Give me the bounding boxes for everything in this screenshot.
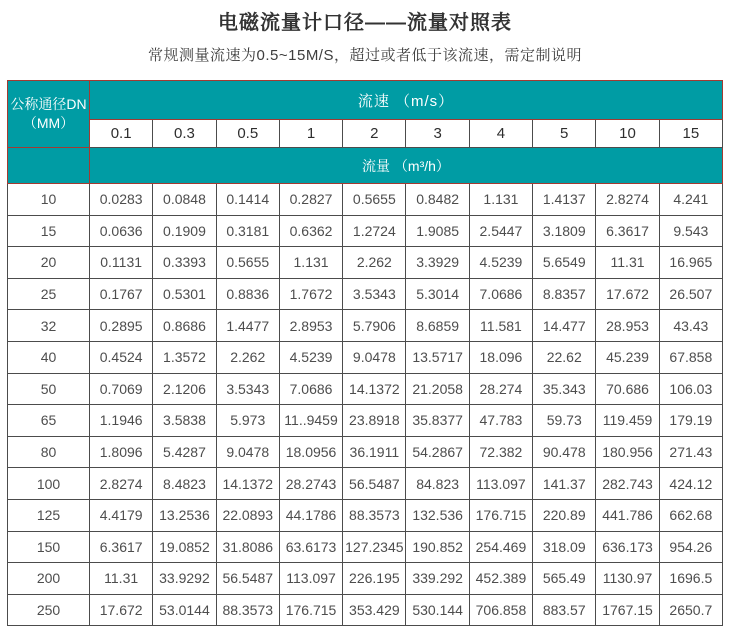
dn-corner-line1: 公称通径DN [10, 96, 87, 112]
flow-value-cell: 0.0636 [90, 215, 153, 247]
flow-value-cell: 0.2827 [279, 184, 342, 216]
flow-value-cell: 353.429 [343, 594, 406, 626]
flow-value-cell: 72.382 [469, 436, 532, 468]
flow-table-body [8, 184, 723, 626]
flow-value-cell: 44.1786 [279, 499, 342, 531]
flow-value-cell: 0.1131 [90, 247, 153, 279]
flow-header-left-cell [8, 148, 90, 184]
flow-value-cell: 706.858 [469, 594, 532, 626]
table-row [8, 531, 723, 563]
flow-value-cell: 4.5239 [279, 341, 342, 373]
flow-value-cell: 954.26 [659, 531, 722, 563]
dn-cell: 80 [8, 436, 90, 468]
dn-corner-header [8, 81, 90, 148]
page-subtitle: 常规测量流速为0.5~15M/S，超过或者低于该流速，需定制说明 [148, 47, 582, 64]
table-row [8, 278, 723, 310]
dn-cell: 200 [8, 563, 90, 595]
flow-value-cell: 14.1372 [216, 468, 279, 500]
flow-value-cell: 3.5343 [216, 373, 279, 405]
flow-value-cell: 21.2058 [406, 373, 469, 405]
flow-value-cell: 45.239 [596, 341, 659, 373]
flow-value-cell: 883.57 [533, 594, 596, 626]
flow-value-cell: 11.31 [90, 563, 153, 595]
flow-value-cell: 113.097 [279, 563, 342, 595]
flow-value-cell: 11..9459 [279, 405, 342, 437]
flow-value-cell: 254.469 [469, 531, 532, 563]
dn-cell: 65 [8, 405, 90, 437]
flow-value-cell: 5.973 [216, 405, 279, 437]
table-row [8, 341, 723, 373]
flow-value-cell: 31.8086 [216, 531, 279, 563]
velocity-value-cell: 3 [406, 120, 469, 148]
table-row [8, 310, 723, 342]
velocity-value-cell: 2 [343, 120, 406, 148]
dn-corner-line2: （MM） [22, 115, 75, 131]
flow-value-cell: 5.3014 [406, 278, 469, 310]
flow-value-cell: 16.965 [659, 247, 722, 279]
flow-comparison-table [7, 80, 723, 626]
dn-cell: 15 [8, 215, 90, 247]
flow-value-cell: 0.4524 [90, 341, 153, 373]
flow-value-cell: 35.8377 [406, 405, 469, 437]
flow-value-cell: 0.3181 [216, 215, 279, 247]
velocity-value-cell: 10 [596, 120, 659, 148]
flow-value-cell: 33.9292 [153, 563, 216, 595]
flow-value-cell: 8.6859 [406, 310, 469, 342]
flow-value-cell: 8.8357 [533, 278, 596, 310]
flow-value-cell: 127.2345 [343, 531, 406, 563]
flow-value-cell: 3.1809 [533, 215, 596, 247]
flow-value-cell: 0.0283 [90, 184, 153, 216]
flow-value-cell: 339.292 [406, 563, 469, 595]
flow-value-cell: 35.343 [533, 373, 596, 405]
flow-value-cell: 1.131 [469, 184, 532, 216]
velocity-values-row [8, 120, 723, 148]
flow-value-cell: 2.8953 [279, 310, 342, 342]
table-row [8, 405, 723, 437]
flow-value-cell: 14.1372 [343, 373, 406, 405]
flow-value-cell: 63.6173 [279, 531, 342, 563]
flow-value-cell: 11.581 [469, 310, 532, 342]
flow-value-cell: 424.12 [659, 468, 722, 500]
flow-value-cell: 565.49 [533, 563, 596, 595]
velocity-value-cell: 0.3 [153, 120, 216, 148]
table-row [8, 215, 723, 247]
table-row [8, 247, 723, 279]
dn-cell: 10 [8, 184, 90, 216]
flow-value-cell: 2.1206 [153, 373, 216, 405]
flow-value-cell: 0.8686 [153, 310, 216, 342]
dn-cell: 250 [8, 594, 90, 626]
flow-value-cell: 18.0956 [279, 436, 342, 468]
flow-value-cell: 662.68 [659, 499, 722, 531]
table-row [8, 594, 723, 626]
flow-value-cell: 0.5655 [216, 247, 279, 279]
flow-value-cell: 4.5239 [469, 247, 532, 279]
flow-value-cell: 113.097 [469, 468, 532, 500]
flow-value-cell: 0.3393 [153, 247, 216, 279]
flow-group-header: 流量 （m³/h） [90, 148, 723, 184]
flow-value-cell: 36.1911 [343, 436, 406, 468]
page-title: 电磁流量计口径——流量对照表 [218, 12, 512, 34]
flow-value-cell: 1.7672 [279, 278, 342, 310]
flow-value-cell: 180.956 [596, 436, 659, 468]
flow-value-cell: 7.0686 [279, 373, 342, 405]
table-row [8, 563, 723, 595]
flow-value-cell: 9.0478 [343, 341, 406, 373]
flow-value-cell: 6.3617 [90, 531, 153, 563]
flow-value-cell: 282.743 [596, 468, 659, 500]
flow-value-cell: 2.5447 [469, 215, 532, 247]
dn-cell: 20 [8, 247, 90, 279]
flow-value-cell: 47.783 [469, 405, 532, 437]
flow-value-cell: 17.672 [596, 278, 659, 310]
flow-value-cell: 441.786 [596, 499, 659, 531]
flow-value-cell: 88.3573 [343, 499, 406, 531]
velocity-group-header: 流速 （m/s） [90, 81, 723, 120]
flow-value-cell: 1.131 [279, 247, 342, 279]
flow-value-cell: 13.5717 [406, 341, 469, 373]
flow-value-cell: 5.7906 [343, 310, 406, 342]
flow-value-cell: 22.62 [533, 341, 596, 373]
flow-value-cell: 1.3572 [153, 341, 216, 373]
flow-group-row [8, 148, 723, 184]
flow-value-cell: 3.3929 [406, 247, 469, 279]
flow-value-cell: 17.672 [90, 594, 153, 626]
flow-value-cell: 7.0686 [469, 278, 532, 310]
flow-value-cell: 1.4137 [533, 184, 596, 216]
flow-value-cell: 3.5838 [153, 405, 216, 437]
dn-cell: 40 [8, 341, 90, 373]
flow-value-cell: 1.2724 [343, 215, 406, 247]
velocity-value-cell: 0.1 [90, 120, 153, 148]
dn-cell: 25 [8, 278, 90, 310]
flow-value-cell: 6.3617 [596, 215, 659, 247]
flow-value-cell: 56.5487 [216, 563, 279, 595]
dn-cell: 150 [8, 531, 90, 563]
flow-value-cell: 636.173 [596, 531, 659, 563]
flow-value-cell: 67.858 [659, 341, 722, 373]
flow-value-cell: 452.389 [469, 563, 532, 595]
flow-value-cell: 2.8274 [596, 184, 659, 216]
flow-value-cell: 9.543 [659, 215, 722, 247]
flow-value-cell: 2650.7 [659, 594, 722, 626]
flow-value-cell: 1.1946 [90, 405, 153, 437]
flow-value-cell: 0.6362 [279, 215, 342, 247]
flow-value-cell: 23.8918 [343, 405, 406, 437]
dn-cell: 100 [8, 468, 90, 500]
flow-value-cell: 26.507 [659, 278, 722, 310]
flow-value-cell: 1767.15 [596, 594, 659, 626]
flow-value-cell: 0.5655 [343, 184, 406, 216]
velocity-value-cell: 4 [469, 120, 532, 148]
dn-cell: 125 [8, 499, 90, 531]
flow-value-cell: 179.19 [659, 405, 722, 437]
table-row [8, 468, 723, 500]
flow-value-cell: 56.5487 [343, 468, 406, 500]
flow-value-cell: 220.89 [533, 499, 596, 531]
table-row [8, 184, 723, 216]
velocity-value-cell: 5 [533, 120, 596, 148]
table-row [8, 499, 723, 531]
flow-value-cell: 90.478 [533, 436, 596, 468]
flow-value-cell: 70.686 [596, 373, 659, 405]
flow-value-cell: 5.6549 [533, 247, 596, 279]
flow-value-cell: 318.09 [533, 531, 596, 563]
flow-value-cell: 1.9085 [406, 215, 469, 247]
flow-value-cell: 1.8096 [90, 436, 153, 468]
flow-value-cell: 3.5343 [343, 278, 406, 310]
flow-value-cell: 141.37 [533, 468, 596, 500]
flow-value-cell: 0.1909 [153, 215, 216, 247]
flow-value-cell: 18.096 [469, 341, 532, 373]
flow-value-cell: 119.459 [596, 405, 659, 437]
velocity-group-row [8, 81, 723, 120]
flow-value-cell: 28.2743 [279, 468, 342, 500]
flow-value-cell: 2.262 [216, 341, 279, 373]
velocity-value-cell: 0.5 [216, 120, 279, 148]
flow-value-cell: 14.477 [533, 310, 596, 342]
table-row [8, 373, 723, 405]
flow-value-cell: 28.274 [469, 373, 532, 405]
flow-value-cell: 1696.5 [659, 563, 722, 595]
flow-value-cell: 176.715 [279, 594, 342, 626]
flow-value-cell: 4.4179 [90, 499, 153, 531]
velocity-value-cell: 1 [279, 120, 342, 148]
flow-value-cell: 0.8836 [216, 278, 279, 310]
flow-value-cell: 53.0144 [153, 594, 216, 626]
page [0, 6, 730, 626]
velocity-value-cell: 15 [659, 120, 722, 148]
flow-value-cell: 176.715 [469, 499, 532, 531]
flow-value-cell: 530.144 [406, 594, 469, 626]
flow-value-cell: 9.0478 [216, 436, 279, 468]
flow-value-cell: 132.536 [406, 499, 469, 531]
dn-cell: 32 [8, 310, 90, 342]
flow-value-cell: 84.823 [406, 468, 469, 500]
flow-value-cell: 4.241 [659, 184, 722, 216]
flow-value-cell: 0.2895 [90, 310, 153, 342]
flow-value-cell: 0.1767 [90, 278, 153, 310]
flow-value-cell: 0.8482 [406, 184, 469, 216]
flow-value-cell: 2.262 [343, 247, 406, 279]
flow-value-cell: 43.43 [659, 310, 722, 342]
flow-value-cell: 59.73 [533, 405, 596, 437]
table-row [8, 436, 723, 468]
flow-value-cell: 0.1414 [216, 184, 279, 216]
flow-value-cell: 271.43 [659, 436, 722, 468]
flow-value-cell: 190.852 [406, 531, 469, 563]
flow-value-cell: 1130.97 [596, 563, 659, 595]
flow-value-cell: 106.03 [659, 373, 722, 405]
flow-value-cell: 0.5301 [153, 278, 216, 310]
dn-cell: 50 [8, 373, 90, 405]
flow-value-cell: 0.0848 [153, 184, 216, 216]
flow-value-cell: 226.195 [343, 563, 406, 595]
flow-value-cell: 8.4823 [153, 468, 216, 500]
flow-value-cell: 19.0852 [153, 531, 216, 563]
flow-value-cell: 11.31 [596, 247, 659, 279]
flow-value-cell: 28.953 [596, 310, 659, 342]
flow-value-cell: 22.0893 [216, 499, 279, 531]
flow-value-cell: 13.2536 [153, 499, 216, 531]
flow-value-cell: 0.7069 [90, 373, 153, 405]
flow-value-cell: 1.4477 [216, 310, 279, 342]
flow-value-cell: 54.2867 [406, 436, 469, 468]
flow-value-cell: 88.3573 [216, 594, 279, 626]
flow-value-cell: 2.8274 [90, 468, 153, 500]
flow-value-cell: 5.4287 [153, 436, 216, 468]
